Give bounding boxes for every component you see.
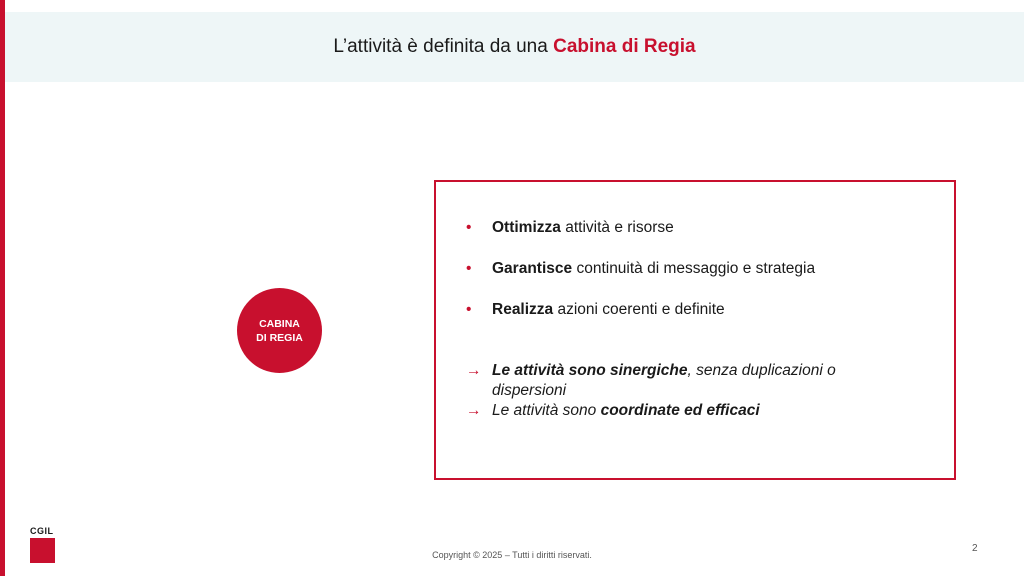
circle-line-1: CABINA	[259, 317, 300, 330]
bullet-text: azioni coerenti e definite	[553, 301, 725, 318]
bullet-item	[466, 218, 926, 238]
bullet-text: continuità di messaggio e strategia	[572, 260, 816, 277]
arrow-list	[466, 361, 906, 421]
page-title	[5, 36, 1024, 58]
bullet-bold: Realizza	[492, 301, 554, 318]
arrow-right-icon: →	[466, 362, 482, 379]
bullet-item	[466, 259, 926, 279]
arrow-bold: Le attività sono sinergiche	[492, 362, 688, 379]
footer-copyright: Copyright © 2025 – Tutti i diritti riservati.	[432, 550, 592, 560]
bullet-text: attività e risorse	[560, 219, 674, 236]
arrow-item	[466, 401, 906, 421]
title-prefix: L’attività è definita da una	[333, 36, 554, 57]
bullet-dot-icon: •	[466, 219, 472, 236]
page-number: 2	[972, 543, 978, 554]
bullet-dot-icon: •	[466, 301, 472, 318]
bullet-bold: Garantisce	[492, 260, 573, 277]
arrow-right-icon: →	[466, 402, 482, 419]
left-accent-bar	[0, 0, 5, 576]
logo-text: CGIL	[30, 526, 54, 536]
bullet-bold: Ottimizza	[492, 219, 561, 236]
header-band	[5, 12, 1024, 82]
arrow-item	[466, 361, 906, 401]
arrow-text: , senza duplicazioni o dispersioni	[492, 362, 836, 399]
arrow-bold: coordinate ed efficaci	[600, 402, 760, 419]
title-highlight: Cabina di Regia	[553, 36, 696, 57]
cabina-di-regia-circle	[237, 288, 322, 373]
bullet-item	[466, 300, 926, 320]
circle-line-2: DI REGIA	[256, 331, 303, 344]
arrow-text: Le attività sono	[492, 402, 601, 419]
bullet-list	[466, 218, 926, 341]
bullet-dot-icon: •	[466, 260, 472, 277]
